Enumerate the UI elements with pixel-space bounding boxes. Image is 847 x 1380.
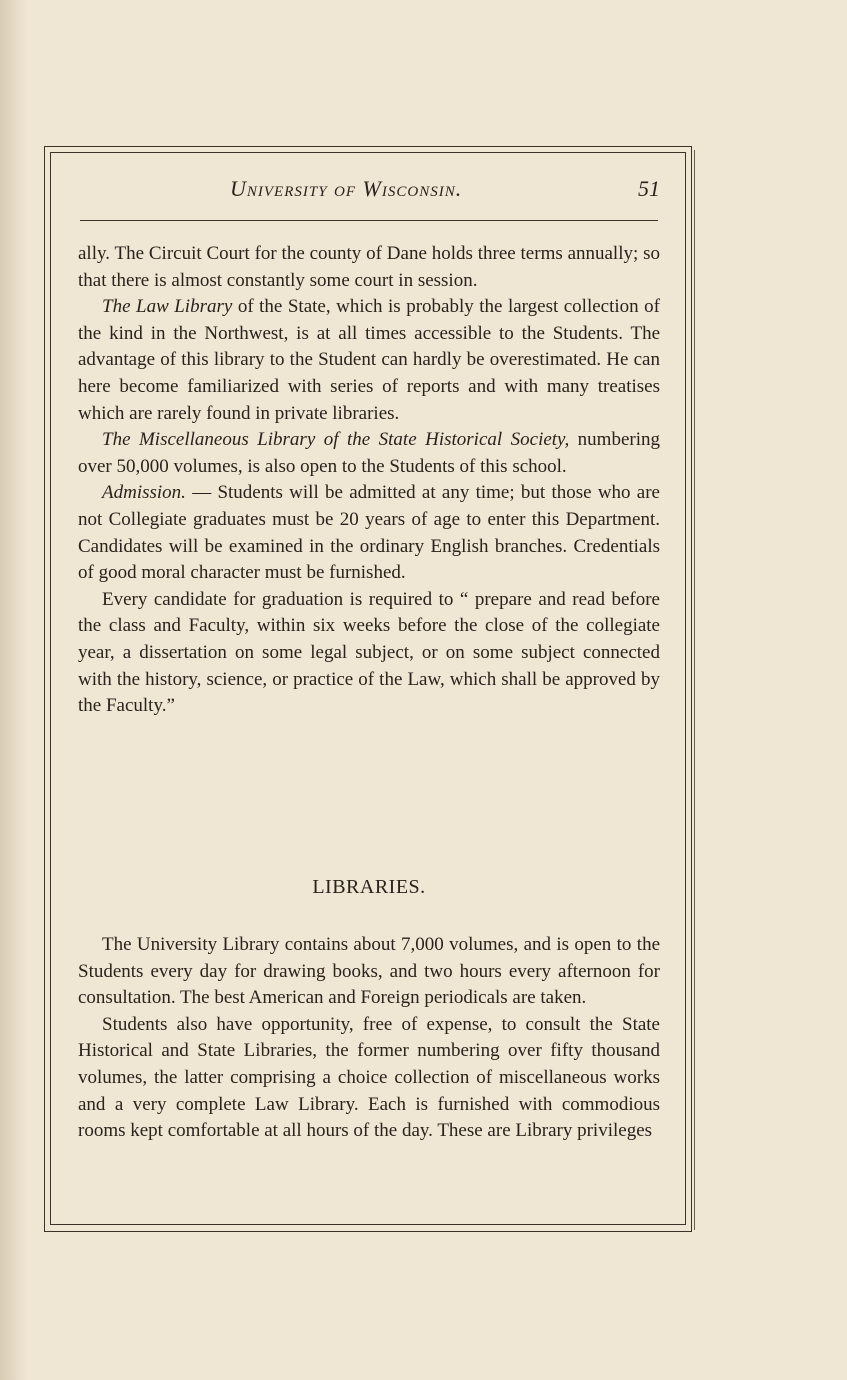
- right-border-line: [694, 150, 695, 1230]
- paragraph-university-library: The University Library contains about 7,000 volumes, and is open to the Students every day for drawing books, and two hours every afternoon for consultation. The best American and Foreign periodicals are taken.: [78, 934, 660, 1009]
- paragraph-graduation: Every candidate for graduation is required to “ prepare and read before the class and Faculty, within six weeks before the close of the collegiate year, a dissertation on some legal subject, or on some subject connected with the history, science, or practice of the Law, which shall be approved by the Faculty.”: [78, 588, 660, 717]
- paragraph-state-libraries: Students also have opportunity, free of expense, to consult the State Historical and State Libraries, the former numbering over fifty thousand volumes, the latter comprising a choice collection of miscellaneous works and a very complete Law Library. Each is furnished with commodious rooms kept comfortable at all hours of the day. These are Library privileges: [78, 1013, 660, 1142]
- law-library-italic: The Law Library: [102, 296, 233, 318]
- miscellaneous-library-text: numbering over 50,000 volumes, is also open to the Students of this school.: [78, 429, 660, 477]
- libraries-text: [78, 932, 660, 1145]
- law-department-text: [78, 241, 660, 720]
- header-rule: [80, 220, 658, 221]
- paragraph-circuit-court: ally. The Circuit Court for the county of Dane holds three terms annually; so that there is almost constantly some court in session.: [78, 243, 660, 291]
- page-number: 51: [638, 176, 660, 201]
- miscellaneous-library-italic: The Miscellaneous Library of the State Historical Society,: [102, 429, 570, 451]
- paragraph-miscellaneous-library: [78, 427, 660, 480]
- admission-text: — Students will be admitted at any time; but those who are not Collegiate graduates must be 20 years of age to enter this Department. Candidates will be examined in the ordinary English branches. Credentials of good moral character must be furnished.: [78, 482, 660, 584]
- running-header: [78, 176, 660, 210]
- page-edge-shadow: [0, 0, 28, 1380]
- paragraph-law-library: [78, 294, 660, 427]
- libraries-heading: LIBRARIES.: [312, 876, 426, 898]
- running-title: University of Wisconsin.: [230, 176, 463, 201]
- admission-italic: Admission.: [102, 482, 186, 504]
- paragraph-admission: [78, 480, 660, 586]
- law-library-text: of the State, which is probably the largest collection of the kind in the Northwest, is at all times accessible to the Students. The advantage of this library to the Student can hardly be overestimated. He can here become familiarized with series of reports and with many treatises which are rarely found in private libraries.: [78, 296, 660, 424]
